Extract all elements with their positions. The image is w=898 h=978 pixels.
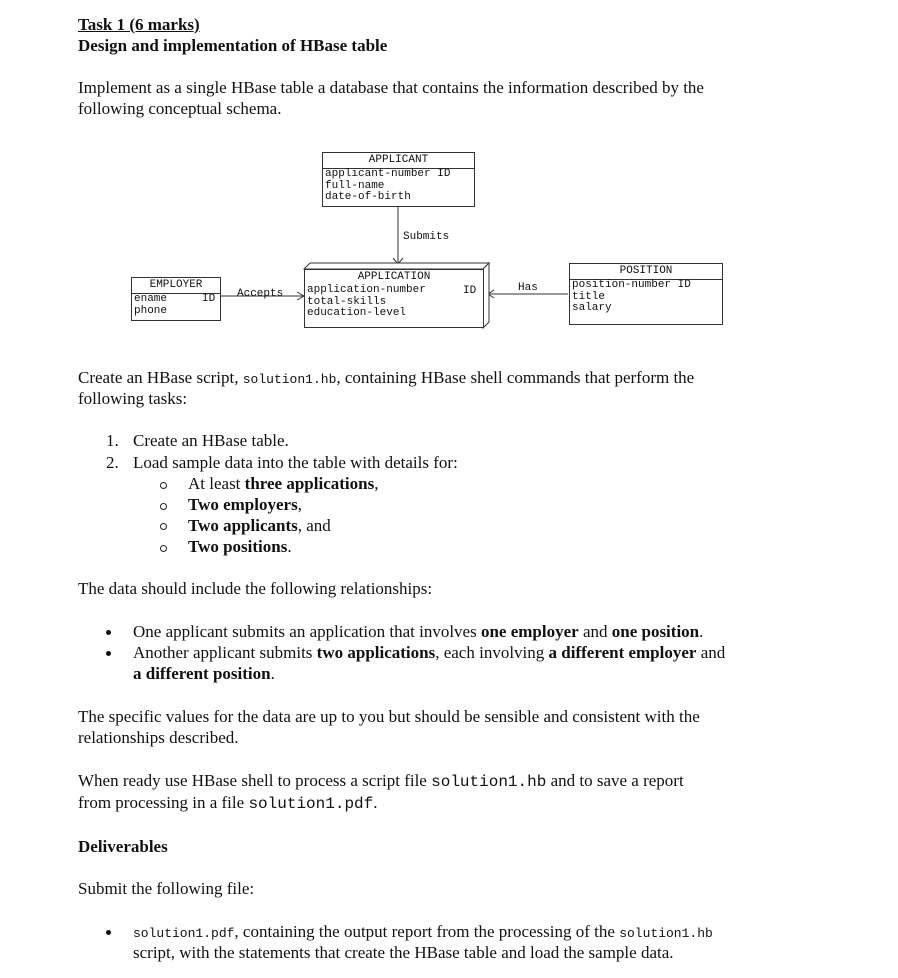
entity-employer	[131, 277, 221, 321]
attribute: total-skills	[307, 295, 387, 308]
ready-line-1	[78, 770, 684, 793]
deliverable-filename: solution1.hb	[619, 926, 713, 941]
attribute: ename	[134, 293, 168, 305]
deliverables-heading: Deliverables	[78, 837, 168, 856]
sub-item-employers	[188, 494, 302, 515]
sub-item-bold: Two positions	[188, 537, 288, 556]
task-number-2: 2.	[106, 453, 119, 472]
sub-item-text: .	[287, 537, 292, 556]
ready-filename: solution1.pdf	[248, 795, 374, 813]
bullet-text: One applicant submits an application that involves	[133, 622, 481, 641]
attribute: application-number	[307, 284, 426, 296]
task-item-2: Load sample data into the table with details for:	[133, 453, 458, 472]
bullet-text: , each involving	[435, 643, 549, 662]
bullet-bold: one employer	[480, 622, 579, 641]
task-subtitle: Design and implementation of HBase table	[78, 36, 388, 55]
sub-item-bold: Two applicants	[188, 516, 298, 535]
attribute: applicant-number ID	[325, 168, 451, 180]
bullet-text: .	[270, 664, 275, 683]
bullet-bold: two applications	[316, 643, 436, 662]
ready-line-2	[78, 792, 378, 815]
sub-bullet-icon	[160, 482, 167, 489]
deliverable-text: , containing the output report from the processing of the	[234, 922, 620, 941]
sub-item-applications	[188, 473, 378, 494]
script-post: , containing HBase shell commands that perform the	[336, 368, 695, 387]
ready-text: from processing in a file	[78, 793, 249, 812]
sub-bullet-icon	[160, 523, 167, 530]
sub-item-positions	[188, 536, 292, 557]
relation-accepts: Accepts	[237, 288, 284, 300]
intro-line-1: Implement as a single HBase table a database that contains the information described by the	[78, 78, 704, 97]
script-paragraph-line-1	[78, 367, 694, 390]
entity-application-title: APPLICATION	[357, 271, 431, 283]
attribute: position-number ID	[572, 279, 691, 291]
ready-text: and to save a report	[546, 771, 684, 790]
attribute: salary	[572, 302, 612, 314]
attribute: date-of-birth	[325, 191, 411, 203]
entity-employer-title: EMPLOYER	[132, 278, 220, 294]
bullet-text: Another applicant submits	[133, 643, 317, 662]
sub-item-text: At least	[188, 474, 245, 493]
bullet-bold: a different position	[133, 664, 271, 683]
entity-application	[304, 269, 484, 328]
relation-submits: Submits	[403, 231, 450, 243]
script-paragraph-line-2: following tasks:	[78, 389, 188, 408]
script-filename: solution1.hb	[242, 372, 337, 387]
entity-position	[569, 263, 723, 325]
deliverable-filename: solution1.pdf	[133, 926, 235, 941]
sub-item-text: , and	[297, 516, 331, 535]
ready-text: .	[373, 793, 378, 812]
sub-item-bold: three applications	[244, 474, 375, 493]
entity-position-title: POSITION	[570, 264, 722, 280]
employer-id-tag: ID	[202, 293, 216, 305]
sub-item-text: ,	[297, 495, 302, 514]
task-title: Task 1 (6 marks)	[78, 15, 200, 34]
attribute: education-level	[307, 307, 407, 319]
deliverable-item-line-2: script, with the statements that create the HBase table and load the sample data.	[133, 943, 674, 962]
specific-line-2: relationships described.	[78, 728, 239, 747]
relationships-intro: The data should include the following relationships:	[78, 579, 433, 598]
relationship-bullet-1	[133, 621, 703, 642]
attribute: title	[572, 290, 606, 303]
sub-item-bold: Two employers	[188, 495, 298, 514]
ready-text: When ready use HBase shell to process a script file	[78, 771, 432, 790]
bullet-text: and	[578, 622, 612, 641]
sub-item-text: ,	[374, 474, 379, 493]
application-id-tag: ID	[463, 285, 477, 297]
deliverables-submit: Submit the following file:	[78, 879, 255, 898]
intro-line-2: following conceptual schema.	[78, 99, 282, 118]
bullet-icon	[106, 630, 111, 635]
relationship-bullet-2-line-2	[133, 663, 275, 684]
entity-applicant-title: APPLICANT	[323, 153, 474, 169]
bullet-icon	[106, 930, 111, 935]
task-item-1: Create an HBase table.	[133, 431, 289, 450]
ready-filename: solution1.hb	[431, 773, 547, 791]
entity-applicant	[322, 152, 475, 207]
attribute: full-name	[325, 179, 385, 192]
sub-bullet-icon	[160, 503, 167, 510]
relationship-bullet-2	[133, 642, 725, 663]
deliverable-item	[133, 921, 713, 944]
task-number-1: 1.	[106, 431, 119, 450]
attribute: phone	[134, 304, 168, 317]
bullet-text: .	[699, 622, 704, 641]
specific-line-1: The specific values for the data are up to you but should be sensible and consistent with the	[78, 707, 700, 726]
bullet-text: and	[696, 643, 726, 662]
sub-item-applicants	[188, 515, 331, 536]
relation-has: Has	[518, 282, 538, 294]
sub-bullet-icon	[160, 545, 167, 552]
script-pre: Create an HBase script,	[78, 368, 243, 387]
bullet-bold: a different employer	[548, 643, 697, 662]
bullet-icon	[106, 651, 111, 656]
bullet-bold: one position	[611, 622, 700, 641]
